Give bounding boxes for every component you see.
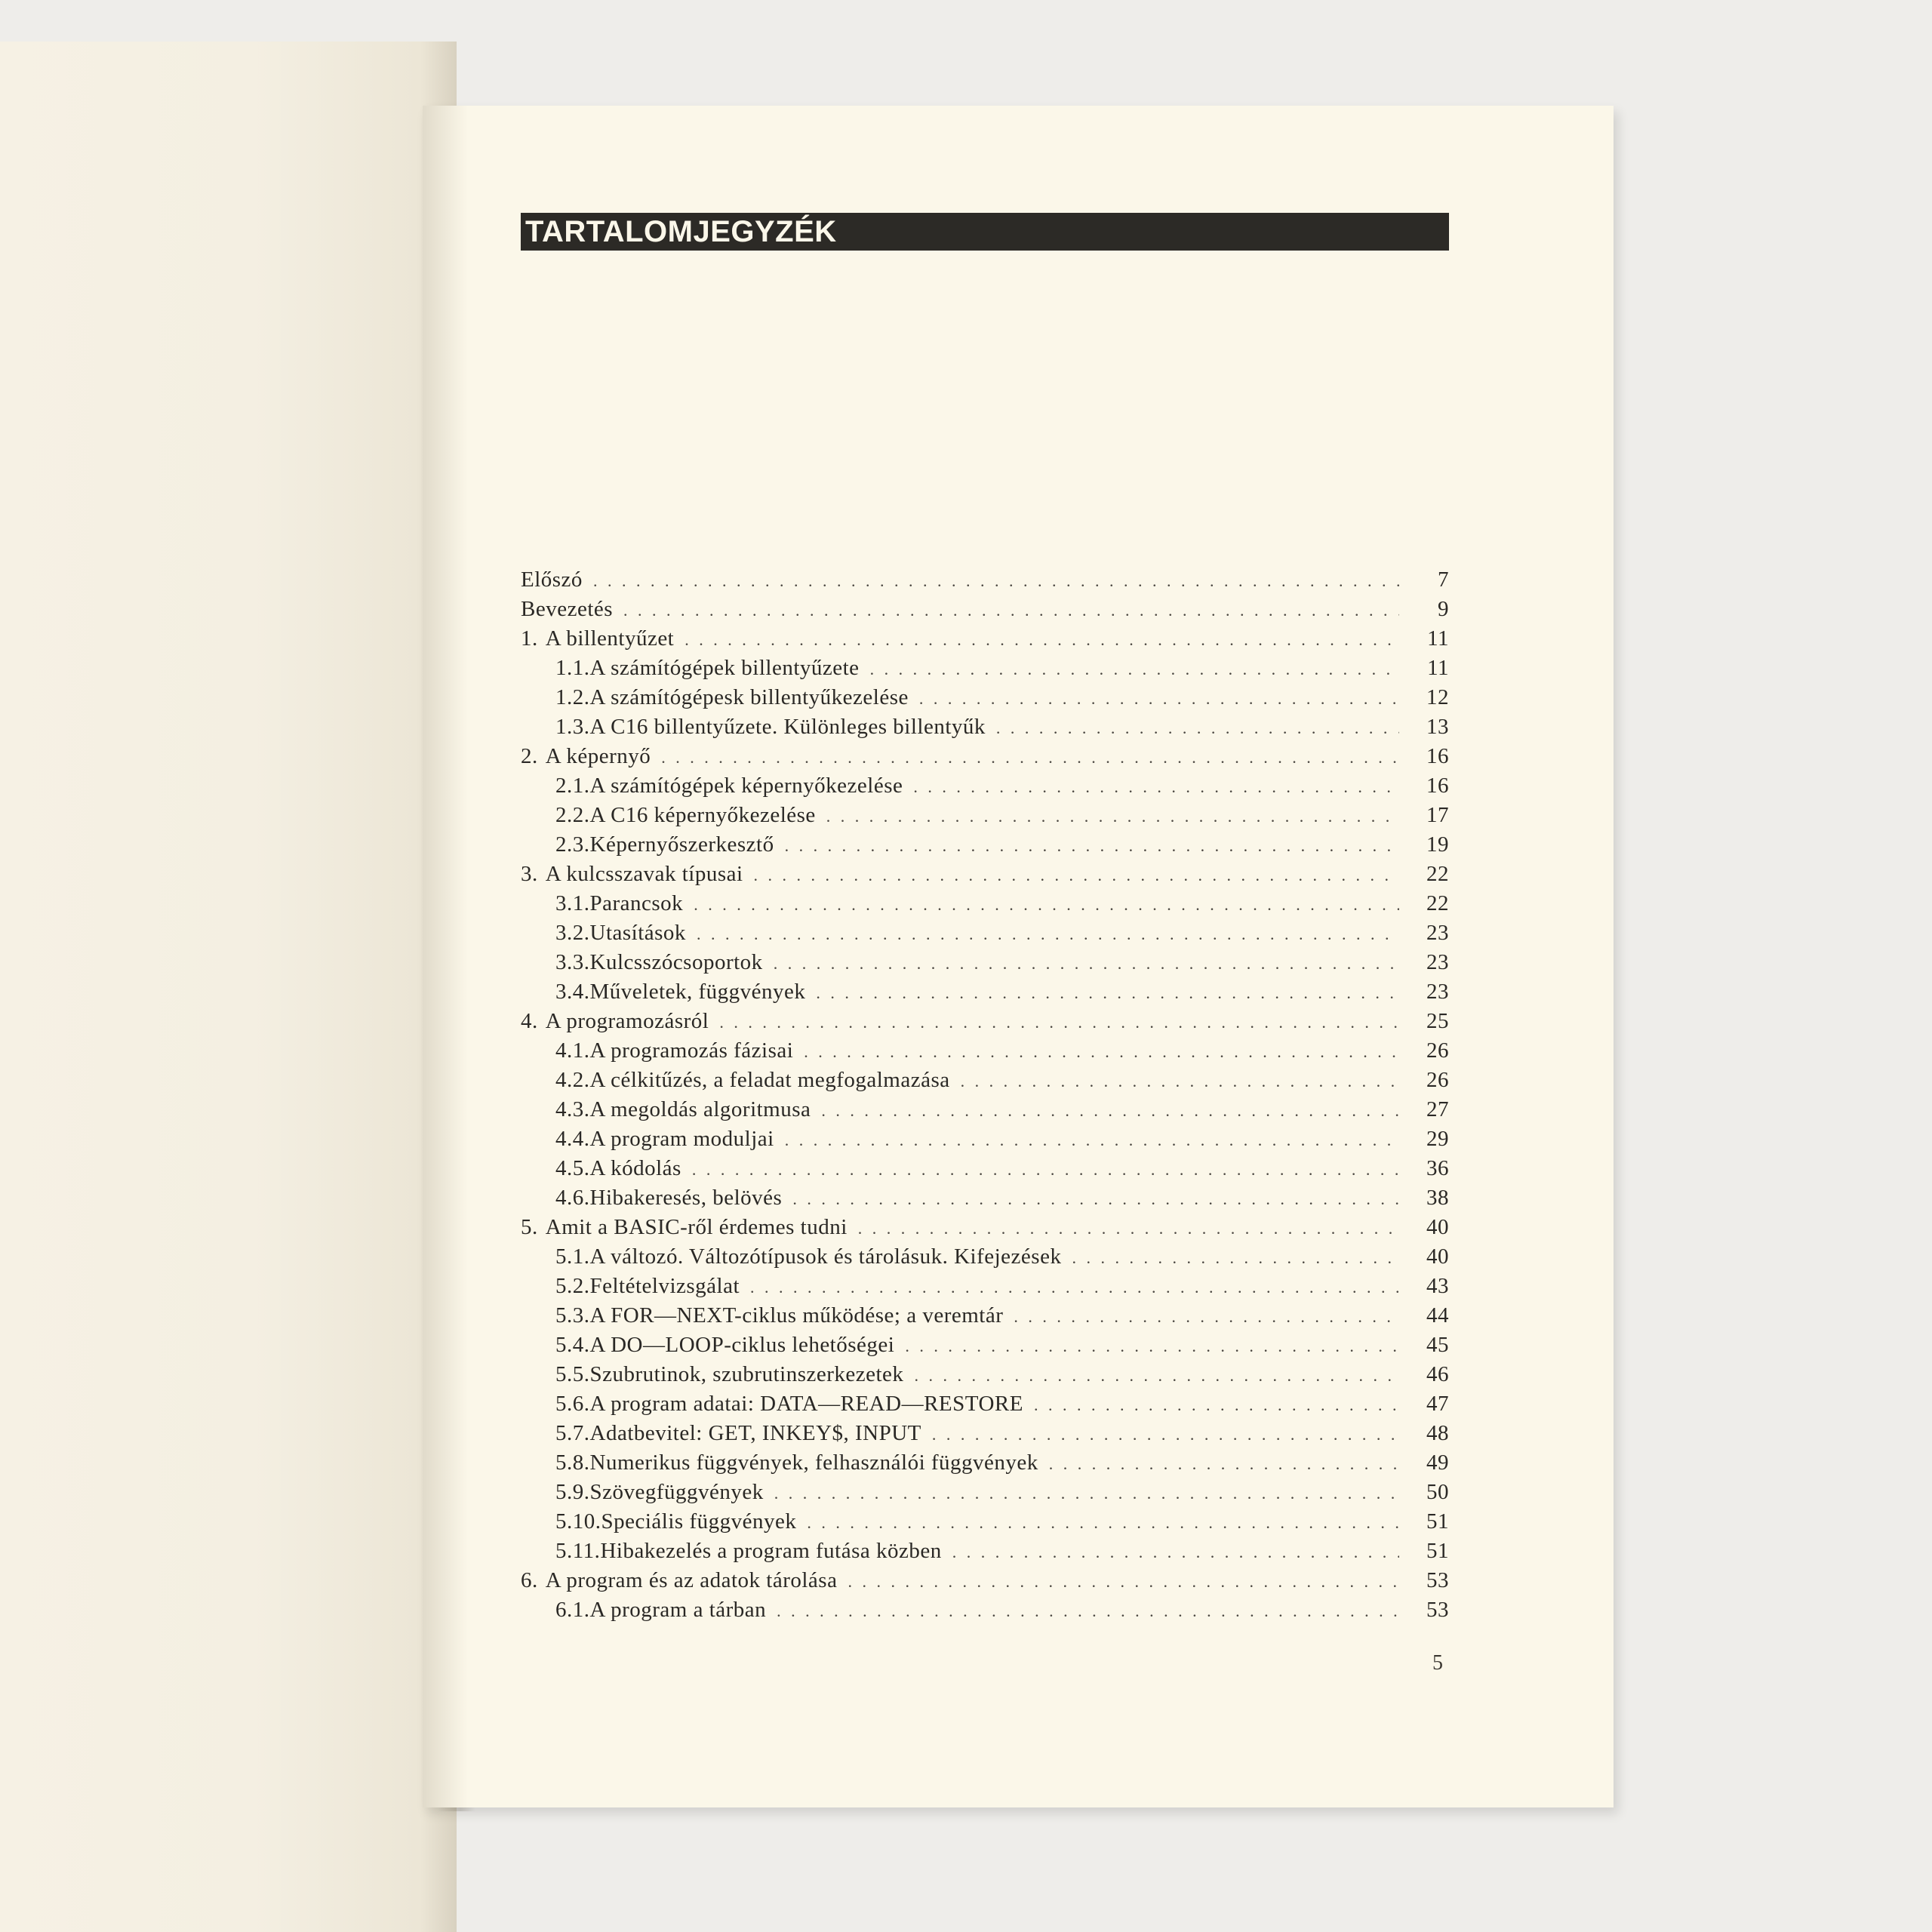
toc-entry-page: 16 — [1426, 774, 1449, 798]
toc-leader-dots — [1049, 1454, 1399, 1474]
toc-entry — [521, 1509, 1449, 1539]
toc-entry-page: 25 — [1426, 1009, 1449, 1033]
toc-entry-label: Szövegfüggvények — [589, 1480, 764, 1504]
toc-entry — [521, 1215, 1449, 1244]
toc-leader-dots — [919, 689, 1399, 709]
toc-leader-dots — [807, 1513, 1399, 1533]
toc-entry-number: 5.3. — [555, 1303, 590, 1327]
toc-entry-number: 4. — [521, 1009, 538, 1033]
toc-entry — [521, 568, 1449, 597]
toc-entry-label: A billentyűzet — [545, 626, 675, 651]
toc-entry — [521, 656, 1449, 685]
toc-entry — [521, 1274, 1449, 1303]
toc-entry-number: 5.9. — [555, 1480, 590, 1504]
toc-entry-label: Bevezetés — [521, 597, 614, 621]
toc-entry-number: 5.8. — [555, 1451, 590, 1475]
toc-leader-dots — [697, 924, 1399, 944]
toc-leader-dots — [905, 1337, 1399, 1356]
toc-entry-page: 11 — [1427, 626, 1449, 651]
toc-entry-number: 6.1. — [555, 1598, 590, 1622]
toc-leader-dots — [719, 1013, 1399, 1032]
toc-entry-label: Előszó — [521, 568, 583, 592]
toc-entry-page: 47 — [1426, 1392, 1449, 1416]
toc-entry — [521, 1156, 1449, 1186]
toc-leader-dots — [792, 1189, 1399, 1209]
toc-entry-page: 44 — [1426, 1303, 1449, 1327]
toc-entry-label: Utasítások — [589, 921, 686, 945]
toc-leader-dots — [932, 1425, 1399, 1444]
toc-leader-dots — [821, 1101, 1399, 1121]
toc-entry-label: Hibakeresés, belövés — [589, 1186, 783, 1210]
toc-entry-label: Amit a BASIC-ről érdemes tudni — [545, 1215, 848, 1239]
toc-leader-dots — [685, 630, 1399, 650]
toc-entry-number: 5.4. — [555, 1333, 590, 1357]
toc-entry — [521, 774, 1449, 803]
toc-entry-label: A FOR—NEXT-ciklus működése; a veremtár — [589, 1303, 1004, 1327]
toc-entry-page: 23 — [1426, 980, 1449, 1004]
toc-entry-page: 17 — [1426, 803, 1449, 827]
toc-entry-page: 23 — [1426, 950, 1449, 974]
toc-entry — [521, 1009, 1449, 1038]
toc-leader-dots — [952, 1543, 1399, 1562]
toc-entry-label: Adatbevitel: GET, INKEY$, INPUT — [589, 1421, 921, 1445]
toc-entry-page: 11 — [1427, 656, 1449, 680]
toc-leader-dots — [754, 866, 1399, 885]
toc-entry-label: Hibakezelés a program futása közben — [600, 1539, 942, 1563]
toc-leader-dots — [816, 983, 1399, 1003]
toc-leader-dots — [961, 1072, 1399, 1091]
toc-entry — [521, 744, 1449, 774]
toc-entry-label: A programozásról — [545, 1009, 709, 1033]
toc-entry-number: 4.2. — [555, 1068, 590, 1092]
toc-entry-number: 5.1. — [555, 1244, 590, 1269]
toc-leader-dots — [996, 718, 1399, 738]
toc-entry-page: 26 — [1426, 1038, 1449, 1063]
toc-entry-page: 45 — [1426, 1333, 1449, 1357]
toc-entry-page: 50 — [1426, 1480, 1449, 1504]
toc-entry-label: Kulcsszócsoportok — [589, 950, 763, 974]
toc-entry-number: 2.1. — [555, 774, 590, 798]
toc-entry-number: 5.2. — [555, 1274, 590, 1298]
toc-entry — [521, 1568, 1449, 1598]
toc-leader-dots — [692, 1160, 1399, 1180]
toc-entry-label: Feltételvizsgálat — [589, 1274, 740, 1298]
left-page — [0, 42, 457, 1932]
toc-leader-dots — [661, 748, 1399, 768]
toc-entry — [521, 980, 1449, 1009]
toc-entry — [521, 1244, 1449, 1274]
toc-entry-page: 51 — [1426, 1509, 1449, 1534]
toc-entry — [521, 832, 1449, 862]
toc-entry-page: 23 — [1426, 921, 1449, 945]
toc-entry — [521, 1038, 1449, 1068]
toc-entry-label: Parancsok — [589, 891, 684, 915]
toc-entry-label: A számítógépesk billentyűkezelése — [589, 685, 909, 709]
toc-entry — [521, 862, 1449, 891]
toc-entry-number: 1.1. — [555, 656, 590, 680]
toc-entry-number: 6. — [521, 1568, 538, 1592]
toc-entry-page: 40 — [1426, 1244, 1449, 1269]
toc-entry — [521, 1303, 1449, 1333]
toc-entry-label: A kódolás — [589, 1156, 681, 1180]
toc-entry — [521, 891, 1449, 921]
toc-entry-page: 19 — [1426, 832, 1449, 857]
toc-entry-number: 4.6. — [555, 1186, 590, 1210]
toc-entry-number: 3.1. — [555, 891, 590, 915]
toc-leader-dots — [870, 660, 1399, 679]
toc-entry-page: 13 — [1426, 715, 1449, 739]
toc-entry-label: A programozás fázisai — [589, 1038, 794, 1063]
toc-leader-dots — [593, 571, 1399, 591]
toc-entry-label: A változó. Változótípusok és tárolásuk. Kifejezések — [589, 1244, 1062, 1269]
toc-entry-number: 3.2. — [555, 921, 590, 945]
toc-entry-number: 3.4. — [555, 980, 590, 1004]
toc-entry-page: 27 — [1426, 1097, 1449, 1121]
toc-entry-number: 5. — [521, 1215, 538, 1239]
toc-leader-dots — [913, 777, 1399, 797]
toc-entry-page: 29 — [1426, 1127, 1449, 1151]
toc-entry — [521, 626, 1449, 656]
toc-leader-dots — [774, 954, 1399, 974]
toc-leader-dots — [777, 1601, 1399, 1621]
toc-leader-dots — [858, 1219, 1399, 1238]
toc-entry-label: A C16 képernyőkezelése — [589, 803, 816, 827]
toc-entry — [521, 597, 1449, 626]
toc-entry — [521, 950, 1449, 980]
toc-entry-label: A számítógépek képernyőkezelése — [589, 774, 903, 798]
toc-entry-number: 4.1. — [555, 1038, 590, 1063]
toc-entry-number: 5.10. — [555, 1509, 601, 1534]
toc-entry-page: 22 — [1426, 891, 1449, 915]
toc-entry — [521, 1392, 1449, 1421]
toc-entry — [521, 1333, 1449, 1362]
toc-leader-dots — [694, 895, 1399, 915]
toc-entry-number: 2.2. — [555, 803, 590, 827]
toc-leader-dots — [623, 601, 1399, 620]
toc-entry-label: Numerikus függvények, felhasználói függvények — [589, 1451, 1038, 1475]
toc-entry-label: A kulcsszavak típusai — [545, 862, 743, 886]
toc-entry-label: A program és az adatok tárolása — [545, 1568, 838, 1592]
toc-entry — [521, 1362, 1449, 1392]
toc-leader-dots — [785, 836, 1399, 856]
toc-entry-label: A C16 billentyűzete. Különleges billentyűk — [589, 715, 986, 739]
toc-entry-page: 53 — [1426, 1568, 1449, 1592]
toc-entry-page: 40 — [1426, 1215, 1449, 1239]
toc-leader-dots — [1014, 1307, 1399, 1327]
toc-entry-number: 2.3. — [555, 832, 590, 857]
toc-leader-dots — [848, 1572, 1399, 1592]
toc-entry-number: 5.11. — [555, 1539, 601, 1563]
toc-leader-dots — [914, 1366, 1399, 1386]
toc-entry — [521, 1421, 1449, 1451]
toc-entry-page: 9 — [1438, 597, 1449, 621]
toc-leader-dots — [826, 807, 1399, 826]
toc-entry — [521, 1068, 1449, 1097]
toc-entry — [521, 803, 1449, 832]
toc-entry-label: Műveletek, függvények — [589, 980, 806, 1004]
toc-entry-label: A program adatai: DATA—READ—RESTORE — [589, 1392, 1023, 1416]
toc-entry-label: Szubrutinok, szubrutinszerkezetek — [589, 1362, 904, 1386]
toc-entry-number: 5.7. — [555, 1421, 590, 1445]
toc-entry-label: A célkitűzés, a feladat megfogalmazása — [589, 1068, 950, 1092]
toc-entry-page: 46 — [1426, 1362, 1449, 1386]
toc-entry-number: 1.2. — [555, 685, 590, 709]
toc-leader-dots — [774, 1484, 1399, 1503]
toc-entry — [521, 1451, 1449, 1480]
toc-entry-page: 43 — [1426, 1274, 1449, 1298]
toc-entry — [521, 1097, 1449, 1127]
toc-entry-label: A megoldás algoritmusa — [589, 1097, 811, 1121]
toc-entry — [521, 1539, 1449, 1568]
toc-leader-dots — [1034, 1395, 1399, 1415]
toc-entry-page: 16 — [1426, 744, 1449, 768]
toc-entry-label: Képernyőszerkesztő — [589, 832, 774, 857]
toc-entry-page: 51 — [1426, 1539, 1449, 1563]
toc-entry-number: 1. — [521, 626, 538, 651]
toc-entry-number: 4.4. — [555, 1127, 590, 1151]
toc-entry-label: A számítógépek billentyűzete — [589, 656, 860, 680]
toc-entry-label: A program moduljai — [589, 1127, 774, 1151]
toc-leader-dots — [750, 1278, 1399, 1297]
toc-entry — [521, 921, 1449, 950]
toc-entry — [521, 1598, 1449, 1627]
toc-entry-label: Speciális függvények — [601, 1509, 797, 1534]
toc-entry — [521, 715, 1449, 744]
toc-entry-page: 22 — [1426, 862, 1449, 886]
toc-entry-label: A program a tárban — [589, 1598, 767, 1622]
toc-entry-number: 1.3. — [555, 715, 590, 739]
toc-entry-page: 26 — [1426, 1068, 1449, 1092]
toc-entry-label: A DO—LOOP-ciklus lehetőségei — [589, 1333, 895, 1357]
toc-entry-number: 4.5. — [555, 1156, 590, 1180]
toc-entry-number: 3. — [521, 862, 538, 886]
toc-entry-page: 38 — [1426, 1186, 1449, 1210]
toc-entry-number: 3.3. — [555, 950, 590, 974]
toc-entry-page: 48 — [1426, 1421, 1449, 1445]
toc-entry-number: 4.3. — [555, 1097, 590, 1121]
toc-entry-page: 36 — [1426, 1156, 1449, 1180]
toc-entry — [521, 685, 1449, 715]
toc-leader-dots — [1072, 1248, 1399, 1268]
toc-entry — [521, 1480, 1449, 1509]
toc-leader-dots — [804, 1042, 1399, 1062]
toc-entry-number: 5.5. — [555, 1362, 590, 1386]
table-of-contents — [521, 568, 1449, 1627]
toc-entry-page: 49 — [1426, 1451, 1449, 1475]
toc-entry-label: A képernyő — [545, 744, 651, 768]
toc-entry-page: 7 — [1438, 568, 1449, 592]
toc-entry-page: 53 — [1426, 1598, 1449, 1622]
toc-title: TARTALOMJEGYZÉK — [521, 213, 1449, 251]
toc-entry — [521, 1127, 1449, 1156]
toc-entry — [521, 1186, 1449, 1215]
toc-entry-number: 2. — [521, 744, 538, 768]
page-number: 5 — [1432, 1651, 1443, 1675]
toc-entry-page: 12 — [1426, 685, 1449, 709]
toc-entry-number: 5.6. — [555, 1392, 590, 1416]
toc-leader-dots — [785, 1131, 1399, 1150]
